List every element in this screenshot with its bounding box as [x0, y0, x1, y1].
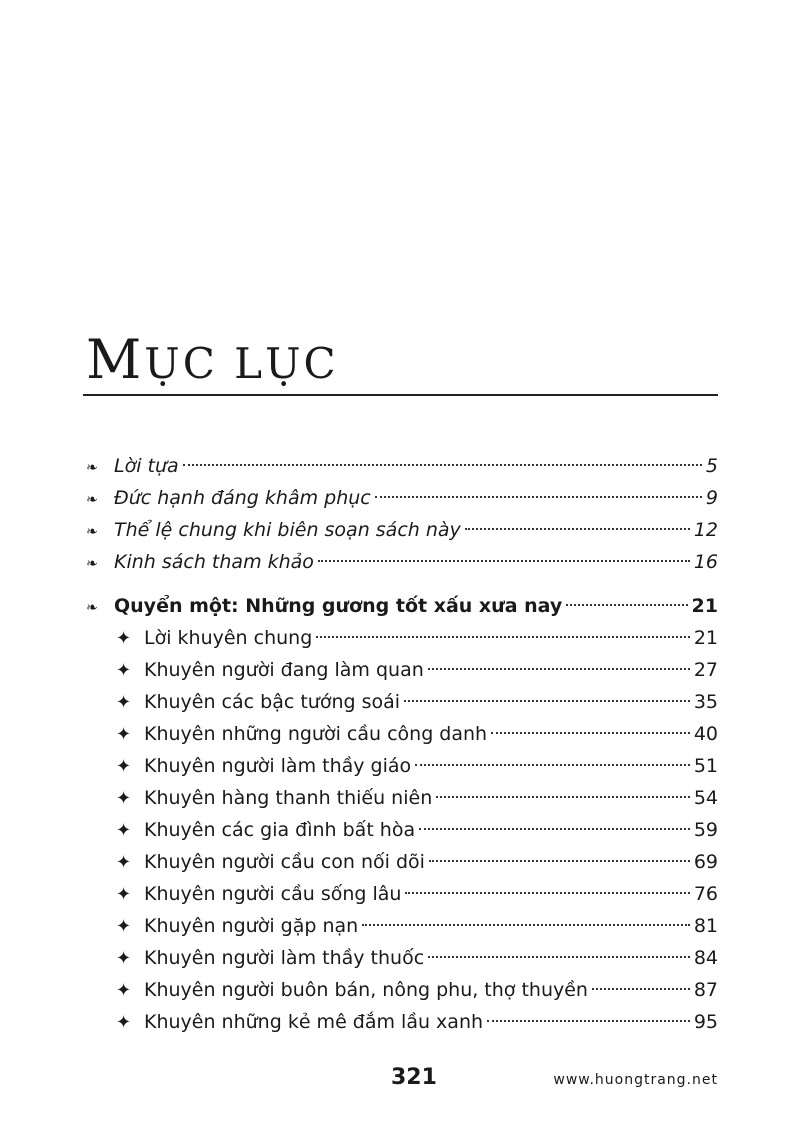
toc-subentry-page: 21 — [693, 627, 718, 649]
four-point-star-icon: ✦ — [116, 820, 132, 841]
dot-leader — [429, 860, 690, 862]
toc-subentry-page: 81 — [693, 915, 718, 937]
four-point-star-icon: ✦ — [116, 1012, 132, 1033]
toc-subentry[interactable] — [86, 622, 718, 654]
dot-leader — [415, 764, 690, 766]
dot-leader — [318, 560, 690, 562]
toc-entry-label: Thể lệ chung khi biên soạn sách này — [114, 519, 461, 541]
toc-subentry-label: Lời khuyên chung — [144, 627, 313, 649]
toc-subentry-page: 84 — [693, 947, 718, 969]
dot-leader — [183, 464, 702, 466]
dot-leader — [419, 828, 690, 830]
four-point-star-icon: ✦ — [116, 916, 132, 937]
toc-subentry-page: 27 — [693, 659, 718, 681]
toc-subentry-label: Khuyên người làm thầy giáo — [144, 755, 412, 777]
toc-part-page: 21 — [691, 595, 718, 617]
floral-heart-icon: ❧ — [86, 492, 98, 508]
four-point-star-icon: ✦ — [116, 852, 132, 873]
toc-subentry-page: 59 — [693, 819, 718, 841]
toc-subentry[interactable] — [86, 1006, 718, 1038]
toc-subentry-page: 76 — [693, 883, 718, 905]
floral-heart-icon: ❧ — [86, 460, 98, 476]
toc-subentry-label: Khuyên người làm thầy thuốc — [144, 947, 425, 969]
toc-entry-page: 5 — [705, 455, 718, 477]
title-underline — [83, 394, 718, 396]
toc-part-label: Quyển một: Những gương tốt xấu xưa nay — [114, 595, 563, 617]
four-point-star-icon: ✦ — [116, 724, 132, 745]
dot-leader — [566, 604, 687, 606]
toc-subentry-page: 69 — [693, 851, 718, 873]
toc-subentry-label: Khuyên các gia đình bất hòa — [144, 819, 416, 841]
dot-leader — [404, 700, 690, 702]
toc-subentry-label: Khuyên người gặp nạn — [144, 915, 359, 937]
dot-leader — [405, 892, 689, 894]
toc-subentry-label: Khuyên người đang làm quan — [144, 659, 424, 681]
toc-subentry[interactable] — [86, 974, 718, 1006]
toc-subentry-label: Khuyên các bậc tướng soái — [144, 691, 401, 713]
toc-subentry[interactable] — [86, 686, 718, 718]
toc-entry-label: Đức hạnh đáng khâm phục — [114, 487, 371, 509]
four-point-star-icon: ✦ — [116, 788, 132, 809]
toc-entry-label: Kinh sách tham khảo — [114, 551, 314, 573]
toc-subentry-label: Khuyên người cầu sống lâu — [144, 883, 402, 905]
dot-leader — [362, 924, 690, 926]
toc-subentry-label: Khuyên người buôn bán, nông phu, thợ thuyền — [144, 979, 588, 1001]
toc-subentry[interactable] — [86, 878, 718, 910]
footer-url: www.huongtrang.net — [553, 1072, 718, 1088]
toc-subentry[interactable] — [86, 846, 718, 878]
toc-entry-label: Lời tựa — [114, 455, 179, 477]
four-point-star-icon: ✦ — [116, 948, 132, 969]
table-of-contents — [86, 450, 718, 1038]
toc-subentry-page: 35 — [693, 691, 718, 713]
page-number: 321 — [391, 1065, 437, 1090]
toc-entry-page: 12 — [693, 519, 718, 541]
floral-heart-icon: ❧ — [86, 524, 98, 540]
toc-subentry[interactable] — [86, 910, 718, 942]
toc-subentry[interactable] — [86, 718, 718, 750]
dot-leader — [428, 956, 690, 958]
dot-leader — [487, 1020, 690, 1022]
toc-subentry-page: 54 — [693, 787, 718, 809]
toc-entry-page: 16 — [693, 551, 718, 573]
four-point-star-icon: ✦ — [116, 660, 132, 681]
toc-subentry-label: Khuyên người cầu con nối dõi — [144, 851, 425, 873]
page-title-rest: ỤC LỤC — [144, 339, 339, 388]
dot-leader — [592, 988, 690, 990]
toc-subentry-label: Khuyên hàng thanh thiếu niên — [144, 787, 433, 809]
dot-leader — [316, 636, 690, 638]
four-point-star-icon: ✦ — [116, 692, 132, 713]
toc-subentry-page: 51 — [693, 755, 718, 777]
toc-part-heading[interactable] — [86, 590, 718, 622]
dot-leader — [428, 668, 690, 670]
toc-entry[interactable] — [86, 546, 718, 578]
toc-entry[interactable] — [86, 514, 718, 546]
dot-leader — [436, 796, 690, 798]
toc-subentry[interactable] — [86, 942, 718, 974]
four-point-star-icon: ✦ — [116, 756, 132, 777]
toc-entry[interactable] — [86, 450, 718, 482]
four-point-star-icon: ✦ — [116, 884, 132, 905]
toc-subentry[interactable] — [86, 814, 718, 846]
toc-entry[interactable] — [86, 482, 718, 514]
page-title — [86, 328, 339, 391]
floral-heart-icon: ❧ — [86, 600, 98, 616]
page-title-initial: M — [86, 328, 145, 391]
toc-subentry[interactable] — [86, 654, 718, 686]
toc-subentry-page: 87 — [693, 979, 718, 1001]
dot-leader — [465, 528, 690, 530]
dot-leader — [491, 732, 690, 734]
toc-entry-page: 9 — [705, 487, 718, 509]
toc-subentry-label: Khuyên những người cầu công danh — [144, 723, 488, 745]
four-point-star-icon: ✦ — [116, 628, 132, 649]
toc-subentry-page: 40 — [693, 723, 718, 745]
dot-leader — [375, 496, 702, 498]
toc-subentry[interactable] — [86, 782, 718, 814]
toc-subentry-page: 95 — [693, 1011, 718, 1033]
floral-heart-icon: ❧ — [86, 556, 98, 572]
toc-subentry-label: Khuyên những kẻ mê đắm lầu xanh — [144, 1011, 484, 1033]
four-point-star-icon: ✦ — [116, 980, 132, 1001]
toc-subentry[interactable] — [86, 750, 718, 782]
